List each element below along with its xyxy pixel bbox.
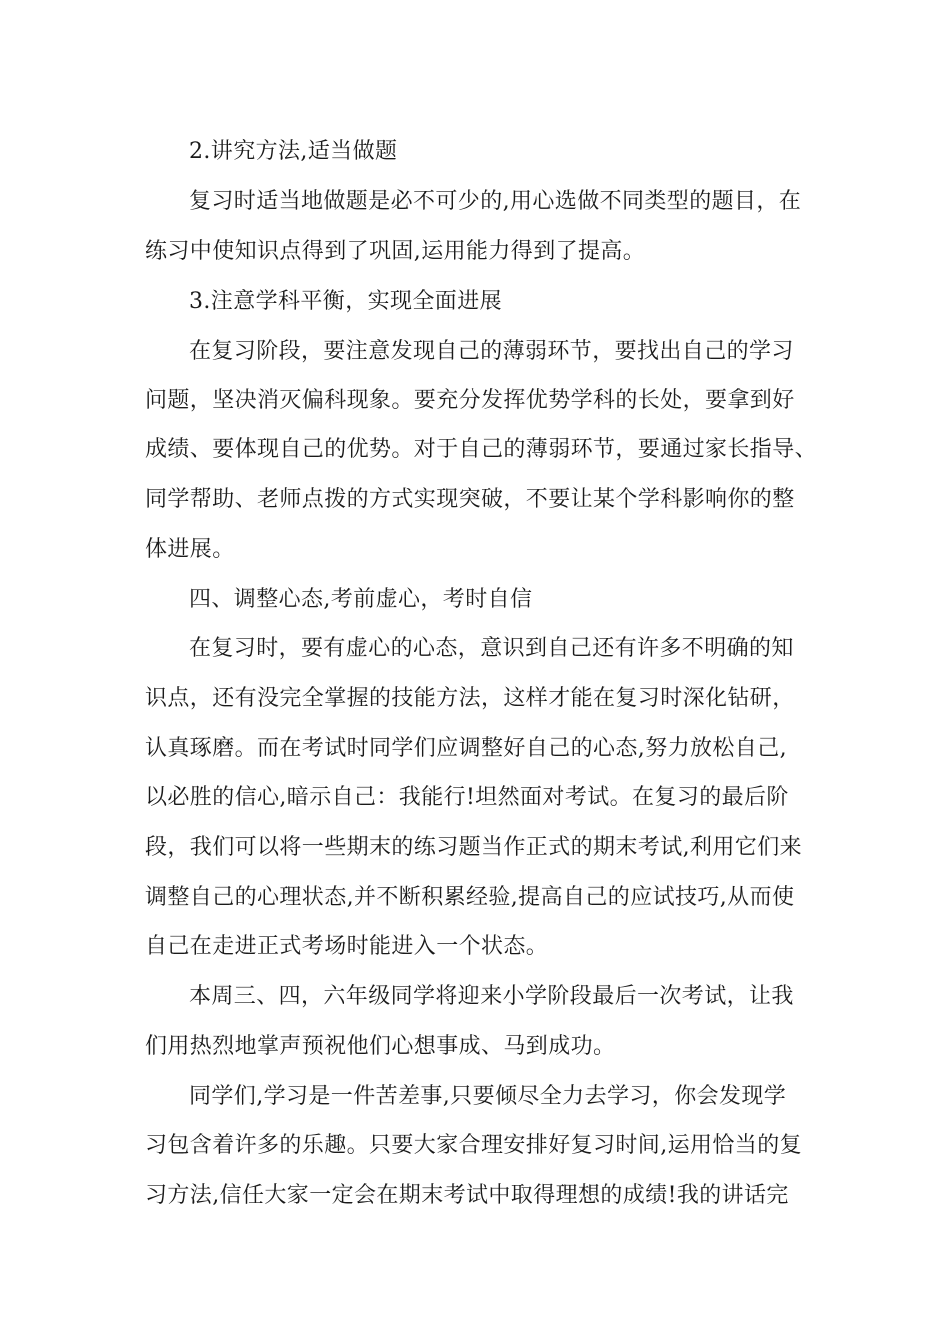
paragraph-line: 同学们,学习是一件苦差事,只要倾尽全力去学习，你会发现学 (189, 1084, 787, 1109)
paragraph-line: 在复习阶段，要注意发现自己的薄弱环节，要找出自己的学习 (189, 339, 794, 364)
paragraph-line: 自己在走进正式考场时能进入一个状态。 (145, 934, 549, 959)
paragraph-line: 在复习时，要有虚心的心态，意识到自己还有许多不明确的知 (189, 636, 794, 661)
paragraph-line: 本周三、四，六年级同学将迎来小学阶段最后一次考试，让我 (189, 984, 794, 1009)
heading-balance: 3.注意学科平衡，实现全面进展 (189, 289, 502, 314)
paragraph-line: 习方法,信任大家一定会在期末考试中取得理想的成绩!我的讲话完 (145, 1183, 789, 1208)
heading-method: 2.讲究方法,适当做题 (189, 139, 398, 164)
paragraph-line: 同学帮助、老师点拨的方式实现突破，不要让某个学科影响你的整 (145, 487, 795, 512)
paragraph-line: 认真琢磨。而在考试时同学们应调整好自己的心态,努力放松自己, (145, 736, 787, 761)
paragraph-line: 调整自己的心理状态,并不断积累经验,提高自己的应试技巧,从而使 (145, 885, 795, 910)
paragraph-line: 习包含着许多的乐趣。只要大家合理安排好复习时间,运用恰当的复 (145, 1133, 802, 1158)
paragraph-line: 练习中使知识点得到了巩固,运用能力得到了提高。 (145, 239, 646, 264)
paragraph-line: 复习时适当地做题是必不可少的,用心选做不同类型的题目，在 (189, 189, 802, 214)
paragraph-line: 以必胜的信心,暗示自己：我能行!坦然面对考试。在复习的最后阶 (145, 785, 789, 810)
paragraph-line: 问题，坚决消灭偏科现象。要充分发挥优势学科的长处，要拿到好 (145, 388, 795, 413)
paragraph-line: 识点，还有没完全掌握的技能方法，这样才能在复习时深化钻研， (145, 686, 795, 711)
paragraph-line: 体进展。 (145, 537, 235, 562)
paragraph-line: 段，我们可以将一些期末的练习题当作正式的期末考试,利用它们来 (145, 835, 802, 860)
paragraph-line: 成绩、要体现自己的优势。对于自己的薄弱环节，要通过家长指导、 (145, 437, 818, 462)
paragraph-line: 们用热烈地掌声预祝他们心想事成、马到成功。 (145, 1034, 616, 1059)
heading-mindset: 四、调整心态,考前虚心，考时自信 (189, 587, 533, 612)
